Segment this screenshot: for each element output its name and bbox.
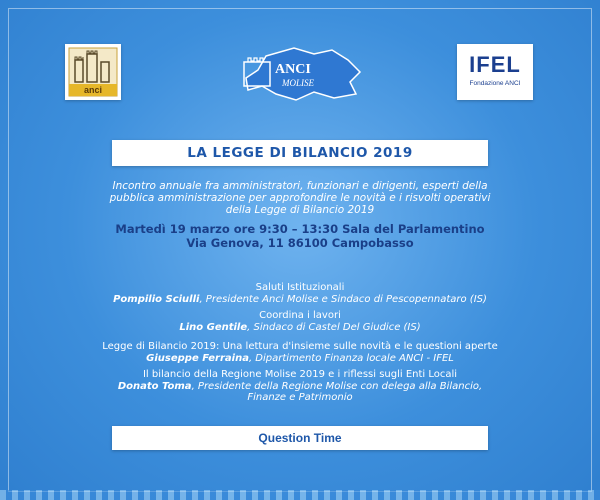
program-speaker-line xyxy=(30,294,570,306)
intro-line: pubblica amministrazione per approfondire le novità e i risvolti operativi xyxy=(109,192,491,204)
ifel-logo-text: IFEL xyxy=(469,52,521,77)
program-heading: Coordina i lavori xyxy=(259,310,341,321)
program-heading: Il bilancio della Regione Molise 2019 e i riflessi sugli Enti Locali xyxy=(142,369,458,380)
program-heading: Saluti Istituzionali xyxy=(255,282,345,293)
speaker-name: Giuseppe Ferraina xyxy=(146,352,249,364)
speaker-name: Donato Toma xyxy=(117,380,192,392)
event-date: Martedì 19 marzo ore 9:30 – 13:30 Sala del Parlamentino xyxy=(115,222,485,236)
program-item xyxy=(30,369,570,404)
event-date-location xyxy=(40,222,560,250)
program-speaker-line xyxy=(30,353,570,365)
bottom-decoration xyxy=(0,490,600,500)
speaker-role-continued: Finanze e Patrimonio xyxy=(247,392,353,403)
intro-line: della Legge di Bilancio 2019 xyxy=(225,204,375,216)
speaker-name: Pompilio Sciulli xyxy=(113,293,200,305)
speaker-name: Lino Gentile xyxy=(179,321,248,333)
program-speaker-line xyxy=(30,381,570,393)
event-title: LA LEGGE DI BILANCIO 2019 xyxy=(112,140,488,166)
program-item xyxy=(30,310,570,333)
ifel-logo-subtitle: Fondazione ANCI xyxy=(469,80,521,87)
program-item xyxy=(30,341,570,364)
question-time-label: Question Time xyxy=(112,426,488,450)
speaker-role: , Presidente Anci Molise e Sindaco di Pescopennataro (IS) xyxy=(199,293,487,305)
event-intro xyxy=(40,180,560,216)
program-item xyxy=(30,282,570,305)
speaker-role: , Dipartimento Finanza locale ANCI - IFEL xyxy=(248,352,454,364)
speaker-role: , Sindaco di Castel Del Giudice (IS) xyxy=(247,321,421,333)
speaker-role: , Presidente della Regione Molise con delega alla Bilancio, xyxy=(191,380,483,392)
event-address: Via Genova, 11 86100 Campobasso xyxy=(186,236,414,250)
anci-logo xyxy=(65,44,121,100)
anci-molise-title: ANCI xyxy=(275,62,311,77)
anci-logo-text: anci xyxy=(83,85,102,95)
program-speaker-line xyxy=(30,322,570,334)
anci-molise-subtitle: MOLISE xyxy=(282,78,314,88)
program-heading: Legge di Bilancio 2019: Una lettura d'insieme sulle novità e le questioni aperte xyxy=(102,341,498,352)
intro-line: Incontro annuale fra amministratori, funzionari e dirigenti, esperti della xyxy=(112,180,488,192)
ifel-logo xyxy=(457,44,533,100)
anci-molise-logo xyxy=(236,42,370,106)
